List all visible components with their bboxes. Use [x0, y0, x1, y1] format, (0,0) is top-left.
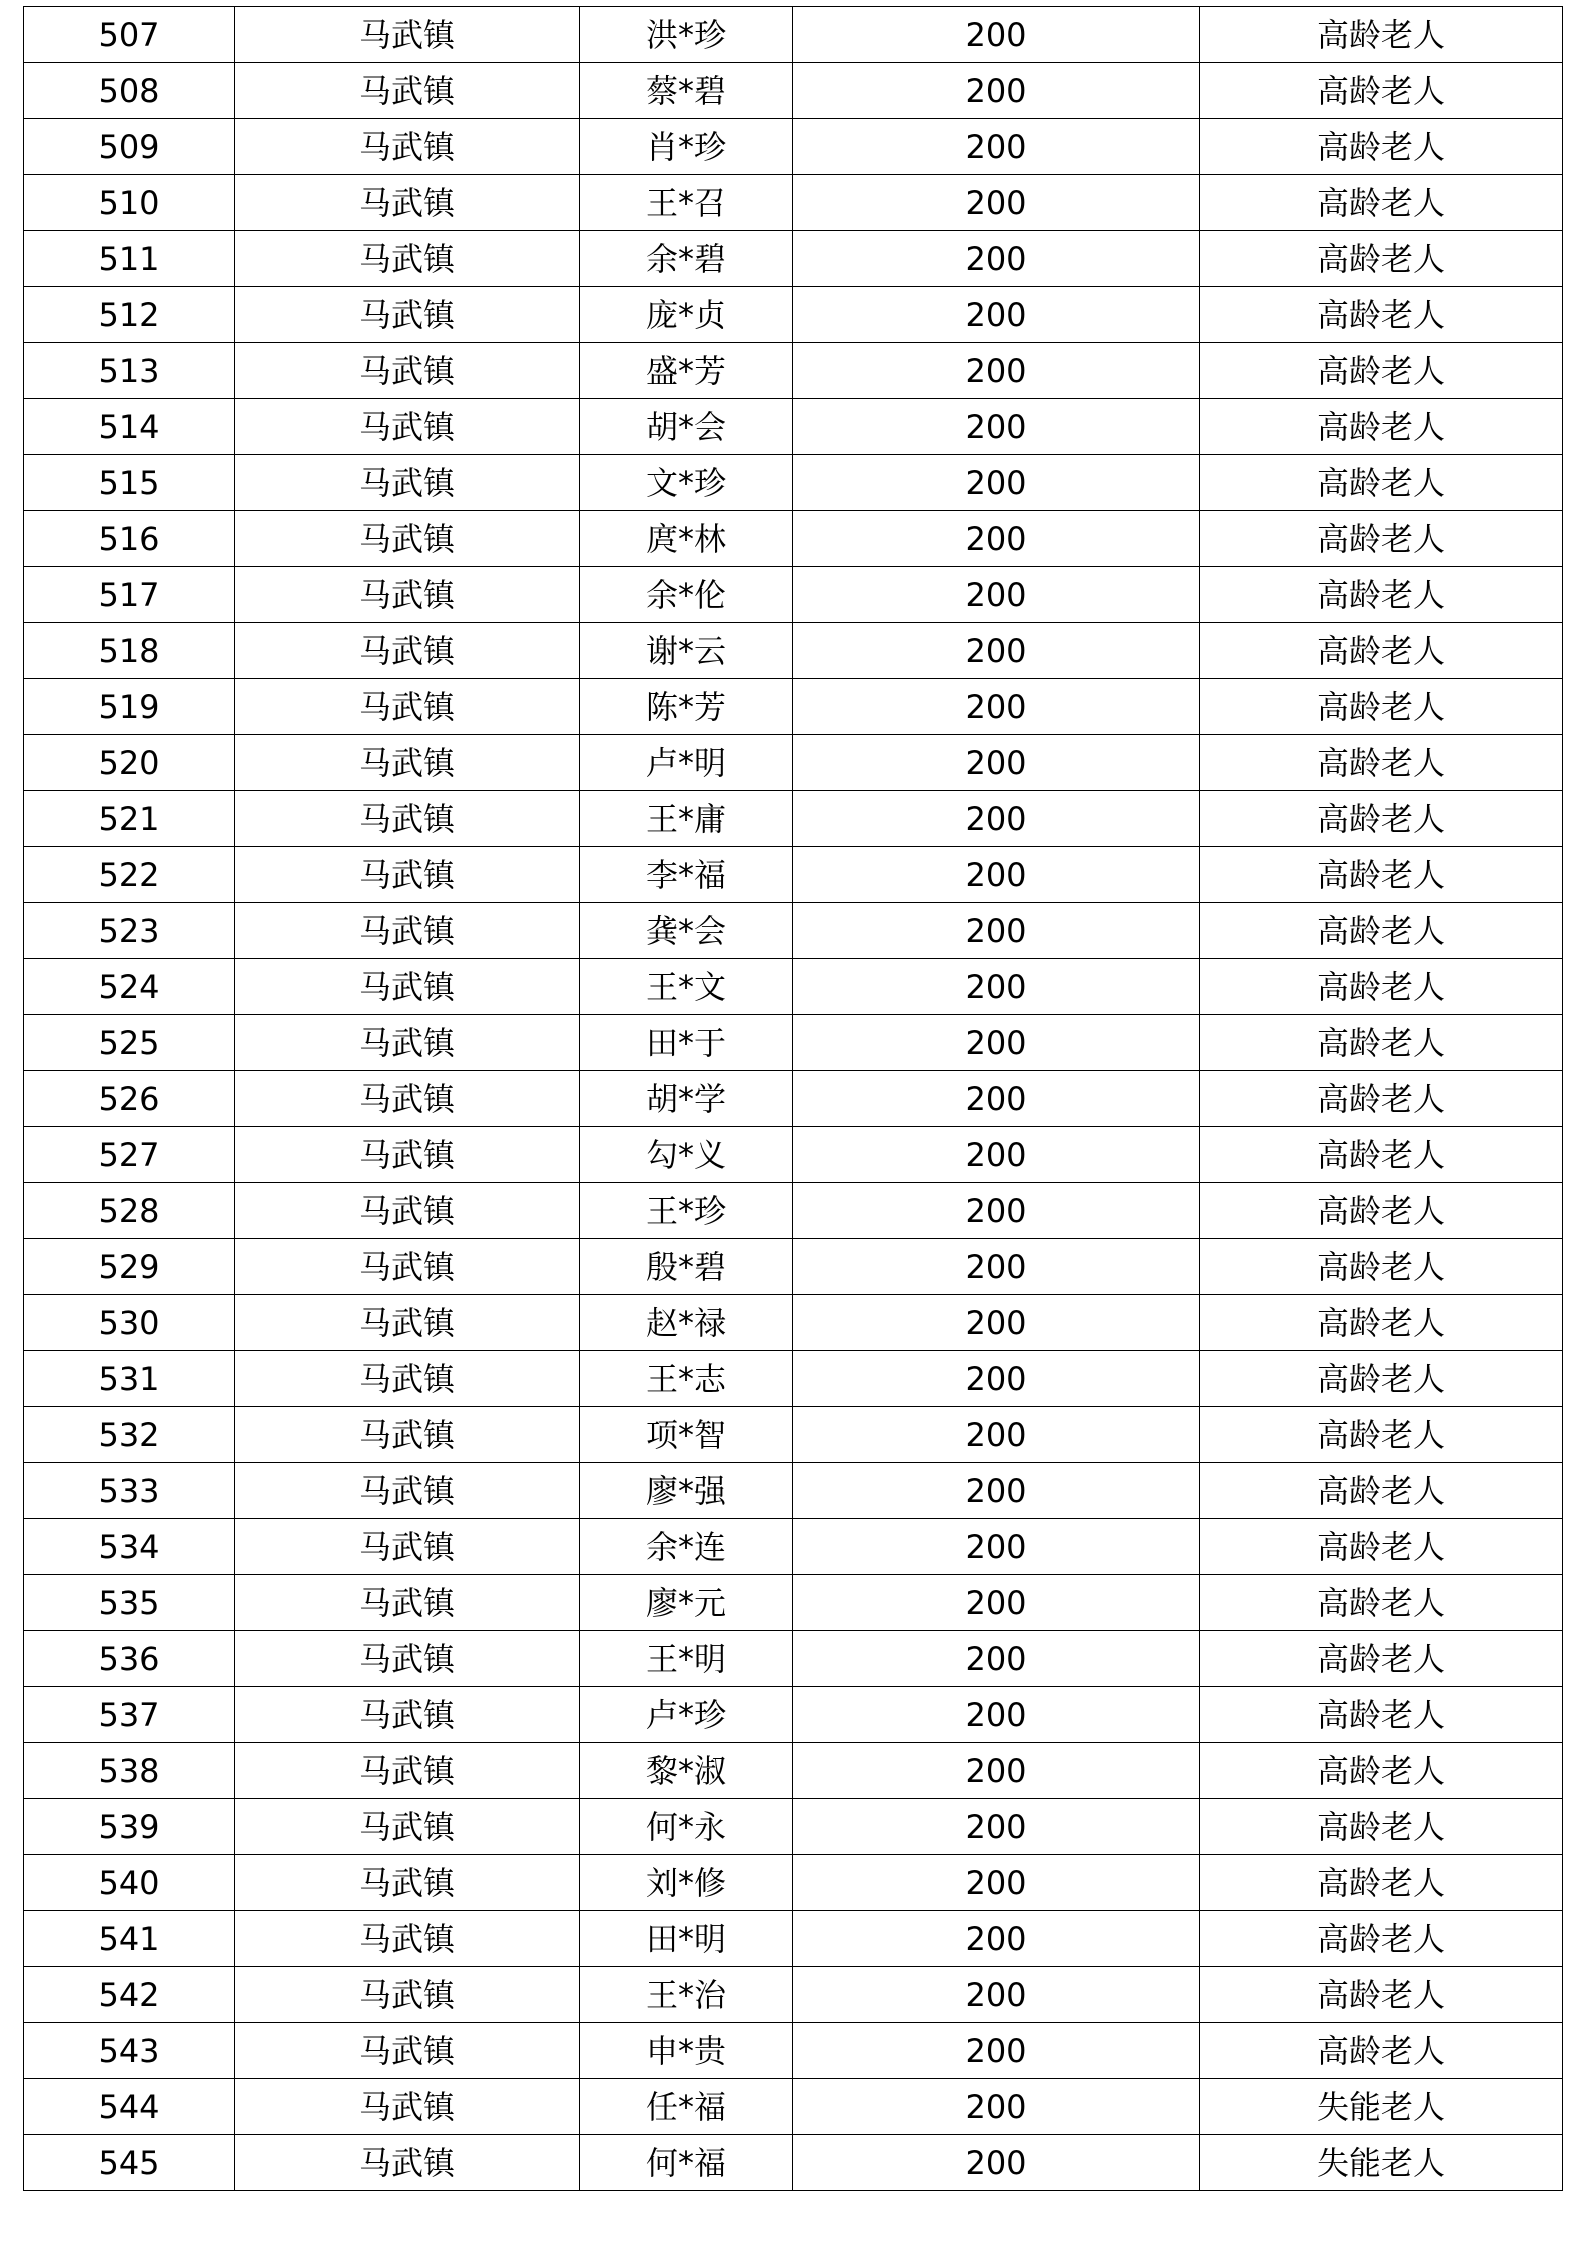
serial-number-cell: 534 — [24, 1519, 235, 1575]
serial-number-cell: 523 — [24, 903, 235, 959]
recipient-name-cell: 洪*珍 — [580, 7, 793, 63]
serial-number-cell: 513 — [24, 343, 235, 399]
amount-cell: 200 — [793, 231, 1200, 287]
recipient-name-cell: 王*明 — [580, 1631, 793, 1687]
recipient-name-cell: 田*明 — [580, 1911, 793, 1967]
table-row — [24, 1295, 1563, 1351]
serial-number-cell: 543 — [24, 2023, 235, 2079]
category-cell: 高龄老人 — [1200, 1575, 1563, 1631]
recipient-name-cell: 廖*强 — [580, 1463, 793, 1519]
serial-number-cell: 530 — [24, 1295, 235, 1351]
town-cell: 马武镇 — [235, 1687, 580, 1743]
category-cell: 高龄老人 — [1200, 1295, 1563, 1351]
subsidy-roster-table — [23, 6, 1563, 2191]
amount-cell: 200 — [793, 1351, 1200, 1407]
amount-cell: 200 — [793, 1687, 1200, 1743]
serial-number-cell: 521 — [24, 791, 235, 847]
amount-cell: 200 — [793, 1967, 1200, 2023]
serial-number-cell: 533 — [24, 1463, 235, 1519]
serial-number-cell: 535 — [24, 1575, 235, 1631]
category-cell: 高龄老人 — [1200, 2023, 1563, 2079]
amount-cell: 200 — [793, 511, 1200, 567]
table-row — [24, 1127, 1563, 1183]
amount-cell: 200 — [793, 903, 1200, 959]
town-cell: 马武镇 — [235, 735, 580, 791]
category-cell: 高龄老人 — [1200, 63, 1563, 119]
recipient-name-cell: 何*永 — [580, 1799, 793, 1855]
town-cell: 马武镇 — [235, 1743, 580, 1799]
amount-cell: 200 — [793, 791, 1200, 847]
town-cell: 马武镇 — [235, 1351, 580, 1407]
town-cell: 马武镇 — [235, 343, 580, 399]
amount-cell: 200 — [793, 1743, 1200, 1799]
serial-number-cell: 544 — [24, 2079, 235, 2135]
category-cell: 高龄老人 — [1200, 1687, 1563, 1743]
amount-cell: 200 — [793, 1519, 1200, 1575]
amount-cell: 200 — [793, 1295, 1200, 1351]
amount-cell: 200 — [793, 623, 1200, 679]
amount-cell: 200 — [793, 455, 1200, 511]
amount-cell: 200 — [793, 175, 1200, 231]
serial-number-cell: 528 — [24, 1183, 235, 1239]
town-cell: 马武镇 — [235, 119, 580, 175]
amount-cell: 200 — [793, 1127, 1200, 1183]
town-cell: 马武镇 — [235, 399, 580, 455]
recipient-name-cell: 王*治 — [580, 1967, 793, 2023]
table-row — [24, 119, 1563, 175]
serial-number-cell: 542 — [24, 1967, 235, 2023]
table-row — [24, 2023, 1563, 2079]
recipient-name-cell: 王*召 — [580, 175, 793, 231]
town-cell: 马武镇 — [235, 1855, 580, 1911]
table-row — [24, 1631, 1563, 1687]
town-cell: 马武镇 — [235, 903, 580, 959]
table-row — [24, 847, 1563, 903]
serial-number-cell: 532 — [24, 1407, 235, 1463]
category-cell: 高龄老人 — [1200, 623, 1563, 679]
amount-cell: 200 — [793, 343, 1200, 399]
serial-number-cell: 538 — [24, 1743, 235, 1799]
amount-cell: 200 — [793, 1575, 1200, 1631]
amount-cell: 200 — [793, 1071, 1200, 1127]
town-cell: 马武镇 — [235, 1519, 580, 1575]
category-cell: 高龄老人 — [1200, 959, 1563, 1015]
recipient-name-cell: 庹*林 — [580, 511, 793, 567]
category-cell: 高龄老人 — [1200, 847, 1563, 903]
amount-cell: 200 — [793, 847, 1200, 903]
category-cell: 高龄老人 — [1200, 399, 1563, 455]
amount-cell: 200 — [793, 2023, 1200, 2079]
amount-cell: 200 — [793, 1463, 1200, 1519]
category-cell: 高龄老人 — [1200, 679, 1563, 735]
serial-number-cell: 512 — [24, 287, 235, 343]
serial-number-cell: 518 — [24, 623, 235, 679]
serial-number-cell: 539 — [24, 1799, 235, 1855]
town-cell: 马武镇 — [235, 567, 580, 623]
table-row — [24, 1575, 1563, 1631]
table-row — [24, 511, 1563, 567]
serial-number-cell: 509 — [24, 119, 235, 175]
town-cell: 马武镇 — [235, 455, 580, 511]
town-cell: 马武镇 — [235, 1071, 580, 1127]
town-cell: 马武镇 — [235, 1967, 580, 2023]
town-cell: 马武镇 — [235, 287, 580, 343]
table-row — [24, 1463, 1563, 1519]
recipient-name-cell: 任*福 — [580, 2079, 793, 2135]
recipient-name-cell: 卢*珍 — [580, 1687, 793, 1743]
town-cell: 马武镇 — [235, 1127, 580, 1183]
table-row — [24, 735, 1563, 791]
serial-number-cell: 524 — [24, 959, 235, 1015]
recipient-name-cell: 项*智 — [580, 1407, 793, 1463]
recipient-name-cell: 申*贵 — [580, 2023, 793, 2079]
recipient-name-cell: 余*伦 — [580, 567, 793, 623]
recipient-name-cell: 蔡*碧 — [580, 63, 793, 119]
recipient-name-cell: 龚*会 — [580, 903, 793, 959]
recipient-name-cell: 刘*修 — [580, 1855, 793, 1911]
category-cell: 失能老人 — [1200, 2079, 1563, 2135]
table-row — [24, 343, 1563, 399]
category-cell: 高龄老人 — [1200, 1071, 1563, 1127]
table-row — [24, 1799, 1563, 1855]
category-cell: 高龄老人 — [1200, 903, 1563, 959]
recipient-name-cell: 何*福 — [580, 2135, 793, 2191]
serial-number-cell: 537 — [24, 1687, 235, 1743]
town-cell: 马武镇 — [235, 2135, 580, 2191]
table-row — [24, 399, 1563, 455]
table-row — [24, 1183, 1563, 1239]
serial-number-cell: 516 — [24, 511, 235, 567]
recipient-name-cell: 文*珍 — [580, 455, 793, 511]
recipient-name-cell: 余*碧 — [580, 231, 793, 287]
town-cell: 马武镇 — [235, 1239, 580, 1295]
recipient-name-cell: 赵*禄 — [580, 1295, 793, 1351]
serial-number-cell: 515 — [24, 455, 235, 511]
serial-number-cell: 520 — [24, 735, 235, 791]
table-row — [24, 1911, 1563, 1967]
town-cell: 马武镇 — [235, 1015, 580, 1071]
table-row — [24, 791, 1563, 847]
serial-number-cell: 545 — [24, 2135, 235, 2191]
category-cell: 高龄老人 — [1200, 1519, 1563, 1575]
serial-number-cell: 507 — [24, 7, 235, 63]
table-row — [24, 231, 1563, 287]
town-cell: 马武镇 — [235, 623, 580, 679]
category-cell: 高龄老人 — [1200, 735, 1563, 791]
recipient-name-cell: 谢*云 — [580, 623, 793, 679]
category-cell: 高龄老人 — [1200, 7, 1563, 63]
amount-cell: 200 — [793, 1183, 1200, 1239]
town-cell: 马武镇 — [235, 1183, 580, 1239]
table-row — [24, 1855, 1563, 1911]
recipient-name-cell: 王*珍 — [580, 1183, 793, 1239]
serial-number-cell: 519 — [24, 679, 235, 735]
serial-number-cell: 529 — [24, 1239, 235, 1295]
recipient-name-cell: 黎*淑 — [580, 1743, 793, 1799]
category-cell: 高龄老人 — [1200, 1463, 1563, 1519]
table-row — [24, 903, 1563, 959]
town-cell: 马武镇 — [235, 1799, 580, 1855]
table-row — [24, 1519, 1563, 1575]
amount-cell: 200 — [793, 1239, 1200, 1295]
serial-number-cell: 541 — [24, 1911, 235, 1967]
table-row — [24, 1743, 1563, 1799]
serial-number-cell: 531 — [24, 1351, 235, 1407]
category-cell: 高龄老人 — [1200, 1743, 1563, 1799]
recipient-name-cell: 田*于 — [580, 1015, 793, 1071]
town-cell: 马武镇 — [235, 959, 580, 1015]
recipient-name-cell: 肖*珍 — [580, 119, 793, 175]
serial-number-cell: 511 — [24, 231, 235, 287]
recipient-name-cell: 陈*芳 — [580, 679, 793, 735]
amount-cell: 200 — [793, 959, 1200, 1015]
amount-cell: 200 — [793, 1015, 1200, 1071]
serial-number-cell: 510 — [24, 175, 235, 231]
serial-number-cell: 508 — [24, 63, 235, 119]
amount-cell: 200 — [793, 1407, 1200, 1463]
serial-number-cell: 527 — [24, 1127, 235, 1183]
serial-number-cell: 514 — [24, 399, 235, 455]
category-cell: 失能老人 — [1200, 2135, 1563, 2191]
table-row — [24, 63, 1563, 119]
amount-cell: 200 — [793, 679, 1200, 735]
town-cell: 马武镇 — [235, 679, 580, 735]
town-cell: 马武镇 — [235, 63, 580, 119]
category-cell: 高龄老人 — [1200, 1911, 1563, 1967]
roster-body — [24, 7, 1563, 2191]
amount-cell: 200 — [793, 567, 1200, 623]
table-row — [24, 1687, 1563, 1743]
recipient-name-cell: 廖*元 — [580, 1575, 793, 1631]
table-row — [24, 7, 1563, 63]
serial-number-cell: 522 — [24, 847, 235, 903]
table-row — [24, 1239, 1563, 1295]
amount-cell: 200 — [793, 1855, 1200, 1911]
table-row — [24, 623, 1563, 679]
table-row — [24, 2079, 1563, 2135]
town-cell: 马武镇 — [235, 175, 580, 231]
town-cell: 马武镇 — [235, 7, 580, 63]
recipient-name-cell: 王*文 — [580, 959, 793, 1015]
category-cell: 高龄老人 — [1200, 1967, 1563, 2023]
recipient-name-cell: 李*福 — [580, 847, 793, 903]
amount-cell: 200 — [793, 399, 1200, 455]
table-row — [24, 679, 1563, 735]
recipient-name-cell: 庞*贞 — [580, 287, 793, 343]
table-row — [24, 455, 1563, 511]
town-cell: 马武镇 — [235, 1575, 580, 1631]
category-cell: 高龄老人 — [1200, 343, 1563, 399]
category-cell: 高龄老人 — [1200, 1407, 1563, 1463]
category-cell: 高龄老人 — [1200, 1799, 1563, 1855]
category-cell: 高龄老人 — [1200, 455, 1563, 511]
category-cell: 高龄老人 — [1200, 1015, 1563, 1071]
table-row — [24, 175, 1563, 231]
town-cell: 马武镇 — [235, 231, 580, 287]
category-cell: 高龄老人 — [1200, 567, 1563, 623]
recipient-name-cell: 盛*芳 — [580, 343, 793, 399]
serial-number-cell: 525 — [24, 1015, 235, 1071]
recipient-name-cell: 王*庸 — [580, 791, 793, 847]
amount-cell: 200 — [793, 7, 1200, 63]
town-cell: 马武镇 — [235, 1407, 580, 1463]
amount-cell: 200 — [793, 63, 1200, 119]
table-row — [24, 959, 1563, 1015]
recipient-name-cell: 卢*明 — [580, 735, 793, 791]
amount-cell: 200 — [793, 1631, 1200, 1687]
table-row — [24, 1967, 1563, 2023]
town-cell: 马武镇 — [235, 2023, 580, 2079]
category-cell: 高龄老人 — [1200, 1127, 1563, 1183]
town-cell: 马武镇 — [235, 1631, 580, 1687]
recipient-name-cell: 胡*学 — [580, 1071, 793, 1127]
category-cell: 高龄老人 — [1200, 1351, 1563, 1407]
serial-number-cell: 526 — [24, 1071, 235, 1127]
town-cell: 马武镇 — [235, 2079, 580, 2135]
category-cell: 高龄老人 — [1200, 1183, 1563, 1239]
town-cell: 马武镇 — [235, 791, 580, 847]
table-row — [24, 1015, 1563, 1071]
category-cell: 高龄老人 — [1200, 1239, 1563, 1295]
amount-cell: 200 — [793, 1911, 1200, 1967]
town-cell: 马武镇 — [235, 511, 580, 567]
category-cell: 高龄老人 — [1200, 231, 1563, 287]
category-cell: 高龄老人 — [1200, 791, 1563, 847]
town-cell: 马武镇 — [235, 847, 580, 903]
table-row — [24, 1407, 1563, 1463]
table-row — [24, 1351, 1563, 1407]
recipient-name-cell: 胡*会 — [580, 399, 793, 455]
amount-cell: 200 — [793, 2079, 1200, 2135]
serial-number-cell: 536 — [24, 1631, 235, 1687]
serial-number-cell: 517 — [24, 567, 235, 623]
table-row — [24, 567, 1563, 623]
town-cell: 马武镇 — [235, 1295, 580, 1351]
serial-number-cell: 540 — [24, 1855, 235, 1911]
table-row — [24, 1071, 1563, 1127]
category-cell: 高龄老人 — [1200, 1855, 1563, 1911]
amount-cell: 200 — [793, 1799, 1200, 1855]
amount-cell: 200 — [793, 287, 1200, 343]
recipient-name-cell: 殷*碧 — [580, 1239, 793, 1295]
category-cell: 高龄老人 — [1200, 1631, 1563, 1687]
amount-cell: 200 — [793, 2135, 1200, 2191]
recipient-name-cell: 余*连 — [580, 1519, 793, 1575]
category-cell: 高龄老人 — [1200, 175, 1563, 231]
town-cell: 马武镇 — [235, 1911, 580, 1967]
table-row — [24, 287, 1563, 343]
category-cell: 高龄老人 — [1200, 287, 1563, 343]
category-cell: 高龄老人 — [1200, 119, 1563, 175]
recipient-name-cell: 王*志 — [580, 1351, 793, 1407]
amount-cell: 200 — [793, 119, 1200, 175]
amount-cell: 200 — [793, 735, 1200, 791]
recipient-name-cell: 勾*义 — [580, 1127, 793, 1183]
table-row — [24, 2135, 1563, 2191]
category-cell: 高龄老人 — [1200, 511, 1563, 567]
town-cell: 马武镇 — [235, 1463, 580, 1519]
